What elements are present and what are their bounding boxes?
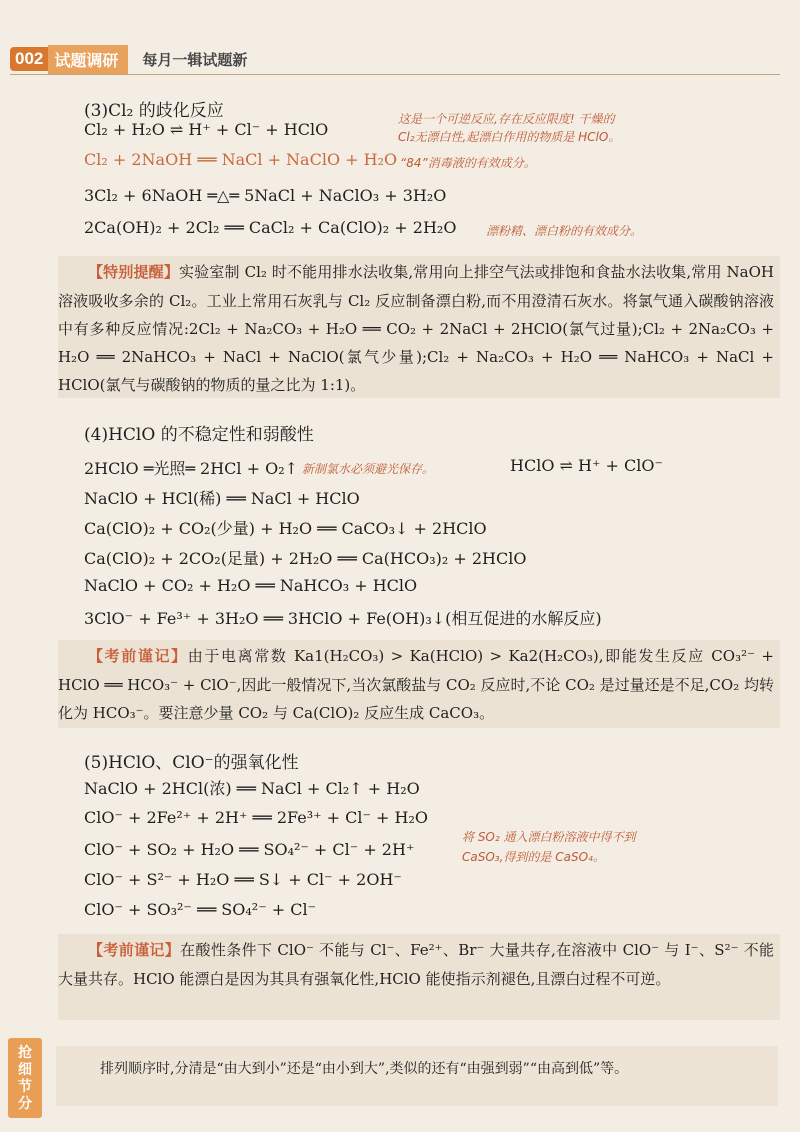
equation: ClO⁻ + S²⁻ + H₂O ══ S↓ + Cl⁻ + 2OH⁻ — [84, 870, 402, 889]
equation: 3ClO⁻ + Fe³⁺ + 3H₂O ══ 3HClO + Fe(OH)₃↓(相互促进的水解反应) — [84, 609, 602, 628]
page-header — [10, 46, 247, 72]
series-title: 每月一辑试题新 — [142, 51, 248, 69]
tip-label: 【考前谨记】 — [88, 648, 188, 665]
handwritten-note: 新制氯水必须避光保存。 — [302, 462, 435, 476]
tip-label: 【特别提醒】 — [88, 264, 180, 281]
section-3-title: (3)Cl₂ 的歧化反应 — [84, 101, 224, 121]
special-reminder — [58, 258, 774, 399]
equation: 2HClO ═光照═ 2HCl + O₂↑ — [84, 459, 299, 478]
equation: NaClO + 2HCl(浓) ══ NaCl + Cl₂↑ + H₂O — [84, 779, 420, 798]
handwritten-note: 将 SO₂ 通入漂白粉溶液中得不到 — [462, 830, 636, 844]
equation: 2Ca(OH)₂ + 2Cl₂ ══ CaCl₂ + Ca(ClO)₂ + 2H₂O — [84, 218, 457, 237]
header-rule — [10, 74, 780, 75]
exam-reminder — [58, 642, 774, 727]
handwritten-note: 这是一个可逆反应,存在反应限度! 干燥的 — [398, 112, 615, 126]
section-5-title: (5)HClO、ClO⁻的强氧化性 — [84, 753, 299, 773]
handwritten-note: “84”消毒液的有效成分。 — [400, 156, 536, 170]
footer-tip-text: 排列顺序时,分清是“由大到小”还是“由小到大”,类似的还有“由强到弱”“由高到低”等。 — [100, 1061, 629, 1077]
side-tab-label: 抢细节分 — [18, 1044, 32, 1111]
section-4-title: (4)HClO 的不稳定性和弱酸性 — [84, 425, 314, 445]
equation: ClO⁻ + SO₂ + H₂O ══ SO₄²⁻ + Cl⁻ + 2H⁺ — [84, 840, 415, 859]
handwritten-note: CaSO₃,得到的是 CaSO₄。 — [462, 850, 605, 864]
equation: Ca(ClO)₂ + 2CO₂(足量) + 2H₂O ══ Ca(HCO₃)₂ + 2HClO — [84, 549, 527, 568]
tip-text: 由于电离常数 Ka1(H₂CO₃) > Ka(HClO) > Ka2(H₂CO₃),即能发生反应 CO₃²⁻ + HClO ══ HCO₃⁻ + ClO⁻,因此一般情况下,当次氯酸盐与 CO₂ 反应时,不论 CO₂ 是过量还是不足,CO₂ 均转化为 HCO₃⁻。要注意少量 CO₂ 与 Ca(ClO)₂ 反应生成 CaCO₃。 — [58, 647, 774, 722]
equation: ClO⁻ + SO₃²⁻ ══ SO₄²⁻ + Cl⁻ — [84, 900, 317, 919]
equation: NaClO + CO₂ + H₂O ══ NaHCO₃ + HClO — [84, 576, 418, 595]
equation: Ca(ClO)₂ + CO₂(少量) + H₂O ══ CaCO₃↓ + 2HClO — [84, 519, 487, 538]
equation: HClO ⇌ H⁺ + ClO⁻ — [510, 456, 663, 475]
tip-text: 在酸性条件下 ClO⁻ 不能与 Cl⁻、Fe²⁺、Br⁻ 大量共存,在溶液中 ClO⁻ 与 I⁻、S²⁻ 不能大量共存。HClO 能漂白是因为其具有强氧化性,HClO 能使指示剂褪色,且漂白过程不可逆。 — [58, 941, 774, 988]
equation: NaClO + HCl(稀) ══ NaCl + HClO — [84, 489, 360, 508]
tip-label: 【考前谨记】 — [88, 942, 181, 959]
handwritten-note: Cl₂无漂白性,起漂白作用的物质是 HClO。 — [398, 130, 621, 144]
equation: Cl₂ + H₂O ⇌ H⁺ + Cl⁻ + HClO — [84, 120, 329, 139]
equation-highlighted: Cl₂ + 2NaOH ══ NaCl + NaClO + H₂O — [84, 150, 398, 169]
equation: ClO⁻ + 2Fe²⁺ + 2H⁺ ══ 2Fe³⁺ + Cl⁻ + H₂O — [84, 808, 429, 827]
section-title: 试题调研 — [48, 45, 128, 74]
handwritten-note: 漂粉精、漂白粉的有效成分。 — [486, 224, 643, 238]
equation: 3Cl₂ + 6NaOH ═△═ 5NaCl + NaClO₃ + 3H₂O — [84, 186, 447, 205]
page-number: 002 — [10, 47, 48, 71]
tip-text: 实验室制 Cl₂ 时不能用排水法收集,常用向上排空气法或排饱和食盐水法收集,常用 NaOH 溶液吸收多余的 Cl₂。工业上常用石灰乳与 Cl₂ 反应制备漂白粉,而不用澄清石灰水。将氯气通入碳酸钠溶液中有多种反应情况:2Cl₂ + Na₂CO₃ + H₂O ══ CO₂ + 2NaCl + 2HClO(氯气过量);Cl₂ + 2Na₂CO₃ + H₂O ══ 2NaHCO₃ + NaCl + NaClO(氯气少量);Cl₂ + Na₂CO₃ + H₂O ══ NaHCO₃ + NaCl + HClO(氯气与碳酸钠的物质的量之比为 1:1)。 — [58, 263, 774, 394]
exam-reminder — [58, 936, 774, 993]
